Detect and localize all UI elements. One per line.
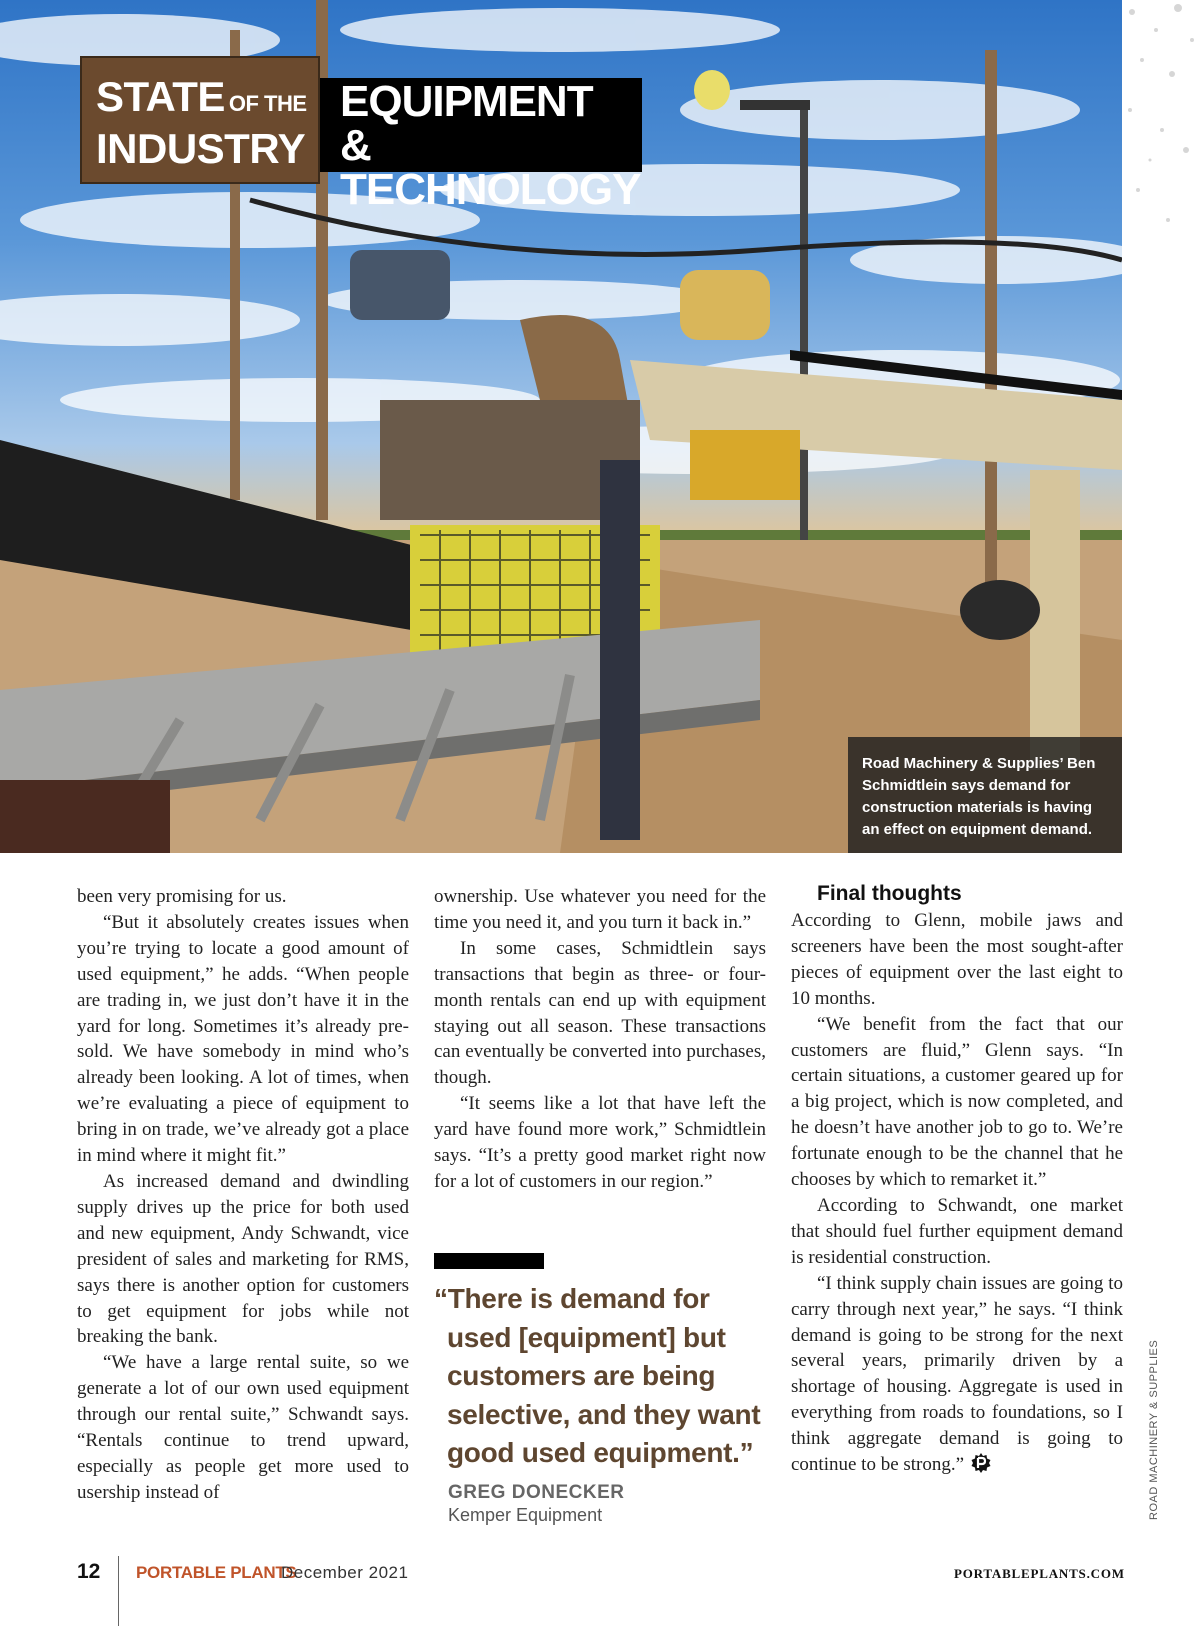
pull-quote-bar (434, 1253, 544, 1269)
paragraph: “It seems like a lot that have left the yard have found more work,” Schmidtlein says. “It’s a pretty good market right now for a lot of customers in our region.” (434, 1093, 766, 1192)
section-badge-topic (320, 77, 642, 214)
page-number: 12 (77, 1560, 101, 1583)
end-mark-icon (970, 1452, 992, 1474)
grunge-texture (1122, 0, 1200, 260)
pull-quote-attribution-org: Kemper Equipment (448, 1505, 603, 1525)
badge-industry: INDUSTRY (96, 125, 306, 172)
section-heading: Final thoughts (817, 882, 962, 905)
paragraph: been very promising for us. (77, 886, 287, 907)
section-badge-state-of-industry (80, 56, 320, 184)
website-link[interactable]: PORTABLEPLANTS.COM (954, 1566, 1125, 1581)
body-column-3 (791, 884, 1123, 1478)
badge-topic-line1: EQUIPMENT (340, 77, 593, 126)
paragraph: “But it absolutely creates issues when you’re trying to locate a good amount of used equipment,” he adds. “When people are trading in, we just don’t have it in the yard for long. Sometimes it’s already pre-sold. We have somebody in mind who’s already been looking. A lot of times, when we’re evaluating a piece of equipment to bring in on trade, we’ve already got a place in mind where it might fit.” (77, 911, 409, 1167)
pull-quote (434, 1280, 774, 1473)
badge-state: STATE (96, 73, 225, 120)
photo-caption: Road Machinery & Supplies’ Ben Schmidtlein says demand for construction materials is having an effect on equipment demand. (848, 737, 1122, 853)
footer-divider (118, 1556, 119, 1626)
paragraph: “We have a large rental suite, so we generate a lot of our own used equipment through our rental suite,” Schwandt says. “Rentals continue to trend upward, especially as people get more used to usership instead of (77, 1352, 409, 1503)
paragraph-last (791, 1271, 1123, 1478)
body-column-1 (77, 884, 409, 1506)
badge-topic-line2: & TECHNOLOGY (340, 121, 641, 214)
paragraph: According to Schwandt, one market that should fuel further equipment demand is residential construction. (791, 1194, 1123, 1268)
badge-of-the: OF THE (228, 91, 307, 116)
paragraph: According to Glenn, mobile jaws and screeners have been the most sought-after pieces of equipment over the last eight to 10 months. (791, 910, 1123, 1009)
paragraph: “We benefit from the fact that our customers are fluid,” Glenn says. “In certain situations, a customer geared up for a big project, which is now completed, and he doesn’t have another job to go to. We’re fortunate enough to be the channel that he chooses by which to remarket it.” (791, 1013, 1123, 1191)
paragraph-text: “I think supply chain issues are going to carry through next year,” he says. “I think demand is going to be strong for the next several years, primarily driven by a shortage of housing. Aggregate is used in everything from roads to foundations, so I think aggregate demand is going to continue to be strong.” (791, 1272, 1123, 1476)
paragraph: ownership. Use whatever you need for the time you need it, and you turn it back in.” (434, 886, 766, 933)
body-column-2 (434, 884, 766, 1195)
photo-credit: ROAD MACHINERY & SUPPLIES (1148, 1339, 1160, 1520)
pull-quote-attribution-name: GREG DONECKER (448, 1482, 625, 1503)
pull-quote-line1: “There is demand for (434, 1283, 710, 1314)
magazine-name: PORTABLE PLANTS (136, 1563, 297, 1582)
paragraph: As increased demand and dwindling supply drives up the price for both used and new equipment, Andy Schwandt, vice president of sales and marketing for RMS, says there is another option for customers to get equipment for jobs while not breaking the bank. (77, 1170, 409, 1348)
issue-date: December 2021 (281, 1563, 409, 1582)
paragraph: In some cases, Schmidtlein says transactions that begin as three- or four-month rentals can end up with equipment staying out all season. These transactions can eventually be converted into purchases, though. (434, 937, 766, 1089)
pull-quote-line2: used [equipment] but customers are being selective, and they want good used equipment.” (447, 1321, 761, 1468)
